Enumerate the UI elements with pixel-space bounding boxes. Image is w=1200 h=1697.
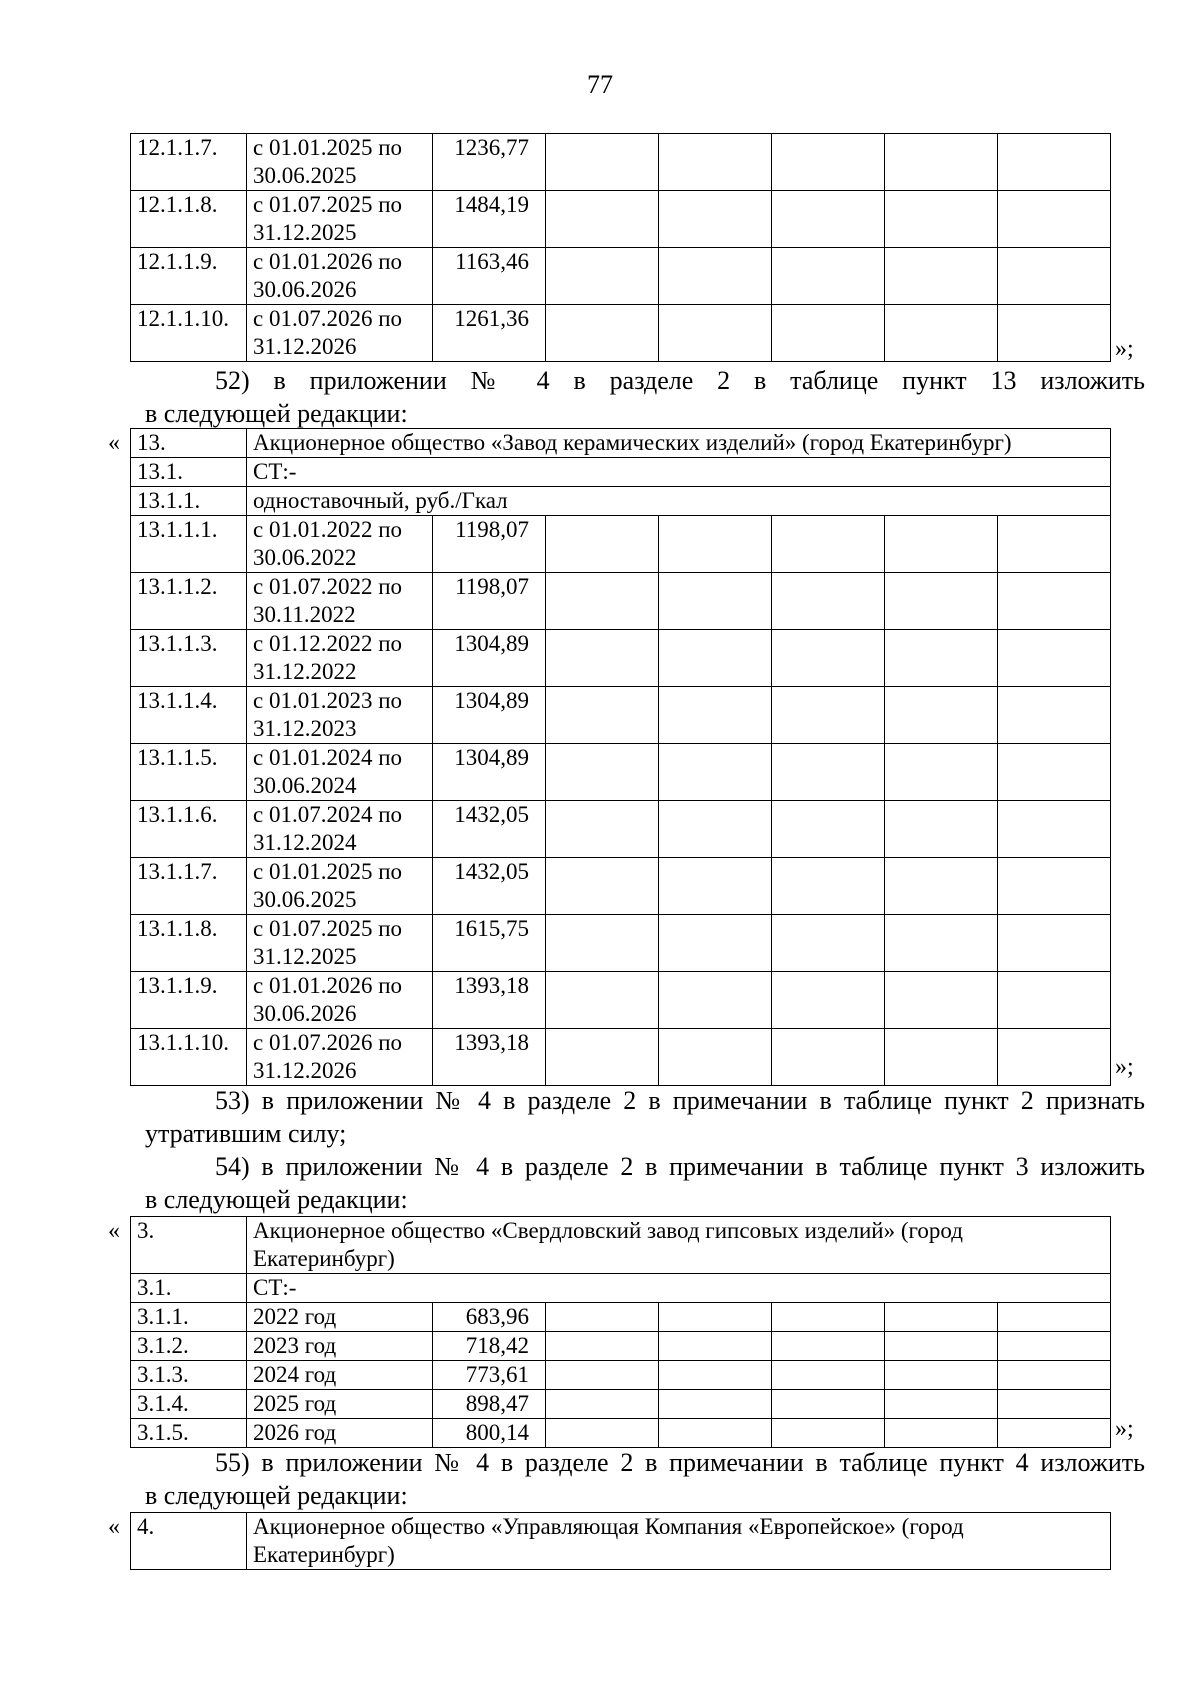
empty-cell <box>772 972 885 1029</box>
empty-cell <box>772 915 885 972</box>
period-start: с 01.01.2025 по <box>253 135 403 160</box>
period-end: 30.11.2022 <box>253 602 356 627</box>
empty-cell <box>546 858 659 915</box>
empty-cell <box>659 630 772 687</box>
sub-text: СТ:- <box>247 458 1111 487</box>
period-start: с 01.01.2024 по <box>253 745 403 770</box>
row-value: 800,14 <box>433 1419 546 1448</box>
empty-cell <box>659 516 772 573</box>
row-value: 1304,89 <box>433 630 546 687</box>
row-value: 683,96 <box>433 1303 546 1332</box>
row-period <box>247 573 433 630</box>
period-start: с 01.07.2025 по <box>253 192 403 217</box>
row-value: 1432,05 <box>433 801 546 858</box>
row-num: 13.1.1.10. <box>131 1029 247 1086</box>
empty-cell <box>659 1303 772 1332</box>
empty-cell <box>998 1361 1111 1390</box>
row-year: 2025 год <box>247 1390 433 1419</box>
empty-cell <box>546 1029 659 1086</box>
period-end: 31.12.2025 <box>253 944 357 969</box>
empty-cell <box>546 305 659 362</box>
close-quote-13: »; <box>1115 1054 1134 1080</box>
header-text-line1: Акционерное общество «Свердловский завод гипсовых изделий» (город <box>253 1218 963 1243</box>
empty-cell <box>659 248 772 305</box>
empty-cell <box>885 1332 998 1361</box>
row-num: 3.1.3. <box>131 1361 247 1390</box>
empty-cell <box>998 630 1111 687</box>
empty-cell <box>772 1029 885 1086</box>
empty-cell <box>546 134 659 191</box>
header-num: 3. <box>131 1217 247 1274</box>
empty-cell <box>998 1303 1111 1332</box>
empty-cell <box>998 744 1111 801</box>
empty-cell <box>659 858 772 915</box>
table-row <box>131 1419 1111 1448</box>
row-value: 1198,07 <box>433 573 546 630</box>
period-end: 30.06.2026 <box>253 277 357 302</box>
empty-cell <box>546 1303 659 1332</box>
paragraph-53 <box>145 1084 1145 1150</box>
empty-cell <box>659 801 772 858</box>
period-start: с 01.01.2023 по <box>253 688 403 713</box>
empty-cell <box>772 134 885 191</box>
table-row <box>131 134 1111 191</box>
empty-cell <box>772 305 885 362</box>
table-header-row <box>131 429 1111 458</box>
period-end: 31.12.2026 <box>253 334 357 359</box>
empty-cell <box>885 915 998 972</box>
row-value: 1261,36 <box>433 305 546 362</box>
table-row <box>131 801 1111 858</box>
close-quote-3: »; <box>1115 1416 1134 1442</box>
empty-cell <box>659 191 772 248</box>
empty-cell <box>772 1390 885 1419</box>
row-value: 1304,89 <box>433 744 546 801</box>
empty-cell <box>659 744 772 801</box>
empty-cell <box>772 1332 885 1361</box>
empty-cell <box>998 134 1111 191</box>
open-quote-4: « <box>108 1514 120 1540</box>
paragraph-55-line2: в следующей редакции: <box>145 1481 408 1510</box>
row-num: 13.1.1.4. <box>131 687 247 744</box>
empty-cell <box>885 248 998 305</box>
row-value: 1432,05 <box>433 858 546 915</box>
row-period <box>247 915 433 972</box>
empty-cell <box>772 1419 885 1448</box>
empty-cell <box>772 248 885 305</box>
period-end: 31.12.2026 <box>253 1058 357 1083</box>
empty-cell <box>998 516 1111 573</box>
period-start: с 01.07.2026 по <box>253 306 403 331</box>
paragraph-52-line2: в следующей редакции: <box>145 399 408 428</box>
row-period <box>247 248 433 305</box>
period-end: 31.12.2024 <box>253 830 357 855</box>
empty-cell <box>659 915 772 972</box>
row-year: 2026 год <box>247 1419 433 1448</box>
row-year: 2023 год <box>247 1332 433 1361</box>
empty-cell <box>885 1419 998 1448</box>
table-row <box>131 1390 1111 1419</box>
period-end: 30.06.2022 <box>253 545 357 570</box>
table-row <box>131 305 1111 362</box>
row-period <box>247 687 433 744</box>
period-end: 30.06.2025 <box>253 887 357 912</box>
open-quote: « <box>108 430 120 456</box>
header-num: 13. <box>131 429 247 458</box>
empty-cell <box>772 1361 885 1390</box>
empty-cell <box>998 1029 1111 1086</box>
table-row <box>131 191 1111 248</box>
empty-cell <box>546 1332 659 1361</box>
paragraph-55 <box>145 1446 1145 1512</box>
empty-cell <box>546 1390 659 1419</box>
paragraph-55-line1: 55) в приложении № 4 в разделе 2 в примечании в таблице пункт 4 изложить <box>215 1448 1145 1477</box>
empty-cell <box>772 191 885 248</box>
table-row <box>131 248 1111 305</box>
empty-cell <box>998 801 1111 858</box>
empty-cell <box>885 191 998 248</box>
empty-cell <box>772 687 885 744</box>
row-value: 1484,19 <box>433 191 546 248</box>
row-period <box>247 191 433 248</box>
sub-num: 13.1. <box>131 458 247 487</box>
row-value: 1304,89 <box>433 687 546 744</box>
row-period <box>247 744 433 801</box>
empty-cell <box>546 972 659 1029</box>
empty-cell <box>998 972 1111 1029</box>
empty-cell <box>998 191 1111 248</box>
row-value: 1198,07 <box>433 516 546 573</box>
row-num: 13.1.1.9. <box>131 972 247 1029</box>
period-start: с 01.12.2022 по <box>253 631 403 656</box>
row-value: 718,42 <box>433 1332 546 1361</box>
empty-cell <box>546 573 659 630</box>
tariff-table-3 <box>130 1216 1111 1448</box>
table-row <box>131 972 1111 1029</box>
empty-cell <box>659 134 772 191</box>
period-start: с 01.01.2026 по <box>253 973 403 998</box>
row-period <box>247 516 433 573</box>
period-start: с 01.07.2025 по <box>253 916 403 941</box>
table-row <box>131 516 1111 573</box>
period-start: с 01.01.2025 по <box>253 859 403 884</box>
close-quote: »; <box>1115 336 1134 362</box>
empty-cell <box>885 516 998 573</box>
empty-cell <box>885 744 998 801</box>
period-end: 31.12.2025 <box>253 220 357 245</box>
row-value: 1615,75 <box>433 915 546 972</box>
paragraph-52 <box>145 364 1145 430</box>
header-text <box>247 1217 1111 1274</box>
empty-cell <box>772 801 885 858</box>
row-period <box>247 972 433 1029</box>
empty-cell <box>885 687 998 744</box>
row-num: 13.1.1.2. <box>131 573 247 630</box>
row-value: 1163,46 <box>433 248 546 305</box>
empty-cell <box>998 305 1111 362</box>
sub-text: СТ:- <box>247 1274 1111 1303</box>
period-end: 30.06.2026 <box>253 1001 357 1026</box>
header-text: Акционерное общество «Завод керамических изделий» (город Екатеринбург) <box>247 429 1111 458</box>
empty-cell <box>772 573 885 630</box>
empty-cell <box>546 1419 659 1448</box>
table-row <box>131 1361 1111 1390</box>
paragraph-54 <box>145 1150 1145 1216</box>
table-row <box>131 630 1111 687</box>
subsub-num: 13.1.1. <box>131 487 247 516</box>
header-text-line2: Екатеринбург) <box>253 1542 395 1567</box>
table-row <box>131 1332 1111 1361</box>
tariff-table-4 <box>130 1512 1111 1570</box>
empty-cell <box>885 858 998 915</box>
empty-cell <box>772 1303 885 1332</box>
empty-cell <box>659 972 772 1029</box>
empty-cell <box>998 248 1111 305</box>
table-row <box>131 1303 1111 1332</box>
row-value: 898,47 <box>433 1390 546 1419</box>
row-year: 2022 год <box>247 1303 433 1332</box>
row-period <box>247 630 433 687</box>
empty-cell <box>546 915 659 972</box>
empty-cell <box>885 1361 998 1390</box>
empty-cell <box>659 687 772 744</box>
row-value: 1393,18 <box>433 1029 546 1086</box>
empty-cell <box>546 744 659 801</box>
paragraph-53-line2: утратившим силу; <box>145 1119 347 1148</box>
empty-cell <box>885 1390 998 1419</box>
empty-cell <box>885 134 998 191</box>
table-header-row <box>131 1513 1111 1570</box>
row-num: 13.1.1.5. <box>131 744 247 801</box>
page-number: 77 <box>587 70 613 99</box>
empty-cell <box>659 573 772 630</box>
empty-cell <box>546 801 659 858</box>
header-text-line2: Екатеринбург) <box>253 1246 395 1271</box>
row-period <box>247 1029 433 1086</box>
empty-cell <box>546 248 659 305</box>
period-end: 31.12.2023 <box>253 716 357 741</box>
empty-cell <box>998 1419 1111 1448</box>
period-end: 30.06.2025 <box>253 163 357 188</box>
table-row <box>131 744 1111 801</box>
empty-cell <box>546 630 659 687</box>
row-num: 12.1.1.9. <box>131 248 247 305</box>
empty-cell <box>659 1029 772 1086</box>
empty-cell <box>659 1419 772 1448</box>
table-row <box>131 573 1111 630</box>
subsub-text: одноставочный, руб./Гкал <box>247 487 1111 516</box>
period-start: с 01.07.2024 по <box>253 802 403 827</box>
row-period <box>247 305 433 362</box>
empty-cell <box>998 1332 1111 1361</box>
empty-cell <box>998 915 1111 972</box>
header-text <box>247 1513 1111 1570</box>
row-num: 13.1.1.6. <box>131 801 247 858</box>
empty-cell <box>659 1332 772 1361</box>
table-sub-row <box>131 458 1111 487</box>
row-num: 13.1.1.7. <box>131 858 247 915</box>
empty-cell <box>659 305 772 362</box>
period-start: с 01.07.2022 по <box>253 574 403 599</box>
empty-cell <box>885 1029 998 1086</box>
tariff-table-12 <box>130 133 1111 362</box>
period-end: 30.06.2024 <box>253 773 357 798</box>
row-num: 3.1.1. <box>131 1303 247 1332</box>
row-num: 13.1.1.1. <box>131 516 247 573</box>
empty-cell <box>772 630 885 687</box>
row-num: 13.1.1.3. <box>131 630 247 687</box>
table-header-row <box>131 1217 1111 1274</box>
row-num: 3.1.2. <box>131 1332 247 1361</box>
row-value: 1236,77 <box>433 134 546 191</box>
open-quote-3: « <box>108 1218 120 1244</box>
empty-cell <box>772 744 885 801</box>
header-text-line1: Акционерное общество «Управляющая Компания «Европейское» (город <box>253 1514 964 1539</box>
table-subsub-row <box>131 487 1111 516</box>
row-value: 773,61 <box>433 1361 546 1390</box>
empty-cell <box>885 305 998 362</box>
empty-cell <box>885 573 998 630</box>
empty-cell <box>998 573 1111 630</box>
empty-cell <box>546 516 659 573</box>
header-num: 4. <box>131 1513 247 1570</box>
table-row <box>131 915 1111 972</box>
empty-cell <box>546 191 659 248</box>
tariff-table-13 <box>130 428 1111 1086</box>
empty-cell <box>546 1361 659 1390</box>
table-sub-row <box>131 1274 1111 1303</box>
paragraph-53-line1: 53) в приложении № 4 в разделе 2 в примечании в таблице пункт 2 признать <box>215 1086 1145 1115</box>
empty-cell <box>885 630 998 687</box>
empty-cell <box>885 972 998 1029</box>
paragraph-52-line1: 52) в приложении № 4 в разделе 2 в таблице пункт 13 изложить <box>215 366 1145 395</box>
period-start: с 01.07.2026 по <box>253 1030 403 1055</box>
row-num: 3.1.5. <box>131 1419 247 1448</box>
empty-cell <box>546 687 659 744</box>
row-period <box>247 134 433 191</box>
period-start: с 01.01.2022 по <box>253 517 403 542</box>
empty-cell <box>772 858 885 915</box>
row-period <box>247 801 433 858</box>
empty-cell <box>885 1303 998 1332</box>
table-row <box>131 1029 1111 1086</box>
empty-cell <box>998 1390 1111 1419</box>
period-start: с 01.01.2026 по <box>253 249 403 274</box>
paragraph-54-line1: 54) в приложении № 4 в разделе 2 в примечании в таблице пункт 3 изложить <box>215 1152 1145 1181</box>
row-period <box>247 858 433 915</box>
table-row <box>131 858 1111 915</box>
row-num: 3.1.4. <box>131 1390 247 1419</box>
row-year: 2024 год <box>247 1361 433 1390</box>
row-num: 12.1.1.8. <box>131 191 247 248</box>
paragraph-54-line2: в следующей редакции: <box>145 1185 408 1214</box>
row-num: 12.1.1.7. <box>131 134 247 191</box>
empty-cell <box>772 516 885 573</box>
table-row <box>131 687 1111 744</box>
sub-num: 3.1. <box>131 1274 247 1303</box>
empty-cell <box>998 687 1111 744</box>
row-num: 12.1.1.10. <box>131 305 247 362</box>
empty-cell <box>659 1361 772 1390</box>
empty-cell <box>885 801 998 858</box>
period-end: 31.12.2022 <box>253 659 357 684</box>
row-value: 1393,18 <box>433 972 546 1029</box>
empty-cell <box>998 858 1111 915</box>
empty-cell <box>659 1390 772 1419</box>
row-num: 13.1.1.8. <box>131 915 247 972</box>
